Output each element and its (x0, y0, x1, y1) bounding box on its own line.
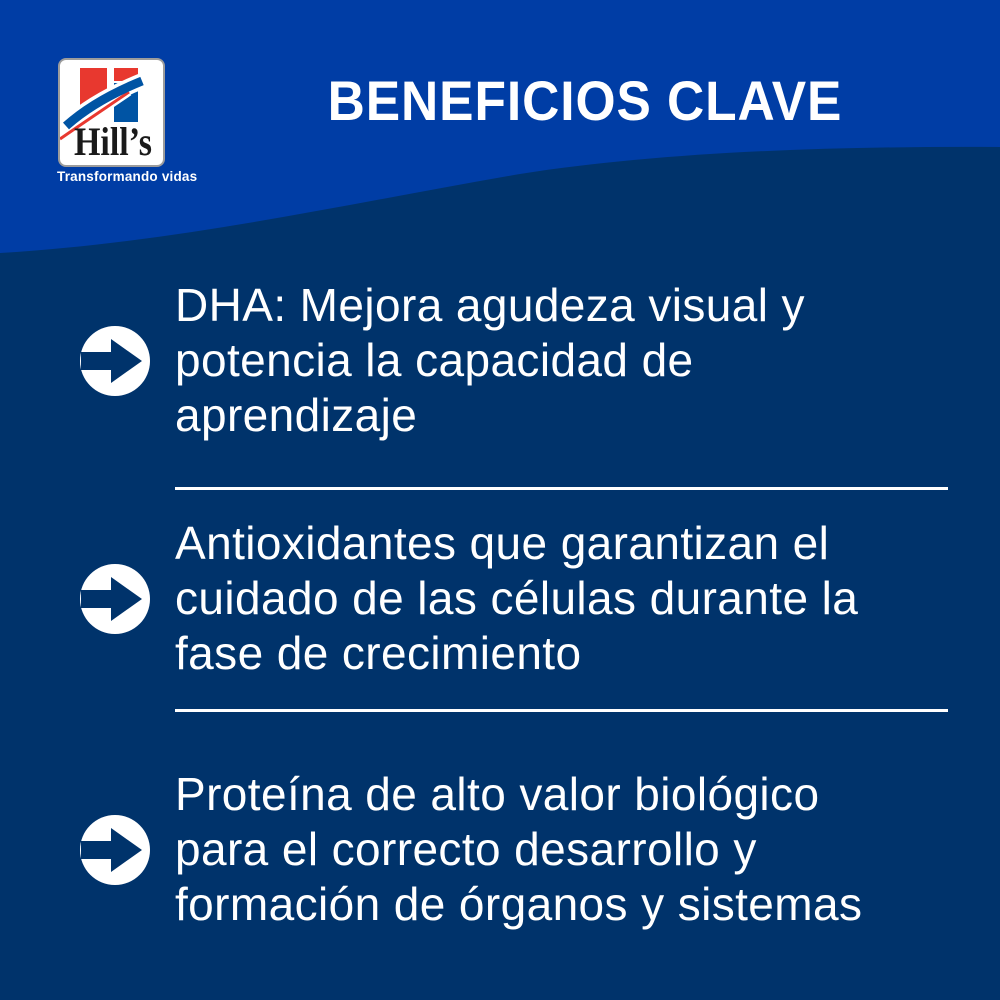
benefit-line: DHA: Mejora agudeza visual y (175, 279, 805, 331)
benefit-item-proteina (80, 767, 960, 932)
benefit-line: fase de crecimiento (175, 627, 582, 679)
hills-logo (58, 58, 165, 167)
arrow-right-circle-icon (80, 326, 150, 396)
benefit-text (175, 767, 862, 932)
benefit-line: cuidado de las células durante la (175, 572, 859, 624)
arrow-right-circle-icon (80, 564, 150, 634)
benefit-line: Antioxidantes que garantizan el (175, 517, 830, 569)
benefit-line: formación de órganos y sistemas (175, 878, 863, 930)
benefit-item-antioxidantes (80, 516, 960, 681)
benefit-line: potencia la capacidad de (175, 334, 694, 386)
benefit-line: para el correcto desarrollo y (175, 823, 757, 875)
page-title: BENEFICIOS CLAVE (327, 69, 843, 132)
benefit-text (175, 516, 858, 681)
divider (175, 487, 948, 490)
benefit-line: Proteína de alto valor biológico (175, 768, 820, 820)
divider (175, 709, 948, 712)
benefit-line: aprendizaje (175, 389, 418, 441)
hills-wordmark: Hill’s (74, 119, 152, 164)
hills-logo-mark (60, 60, 163, 165)
arrow-right-circle-icon (80, 815, 150, 885)
brand-tagline: Transformando vidas (57, 169, 198, 184)
benefit-text (175, 278, 805, 443)
benefit-item-dha (80, 278, 960, 443)
